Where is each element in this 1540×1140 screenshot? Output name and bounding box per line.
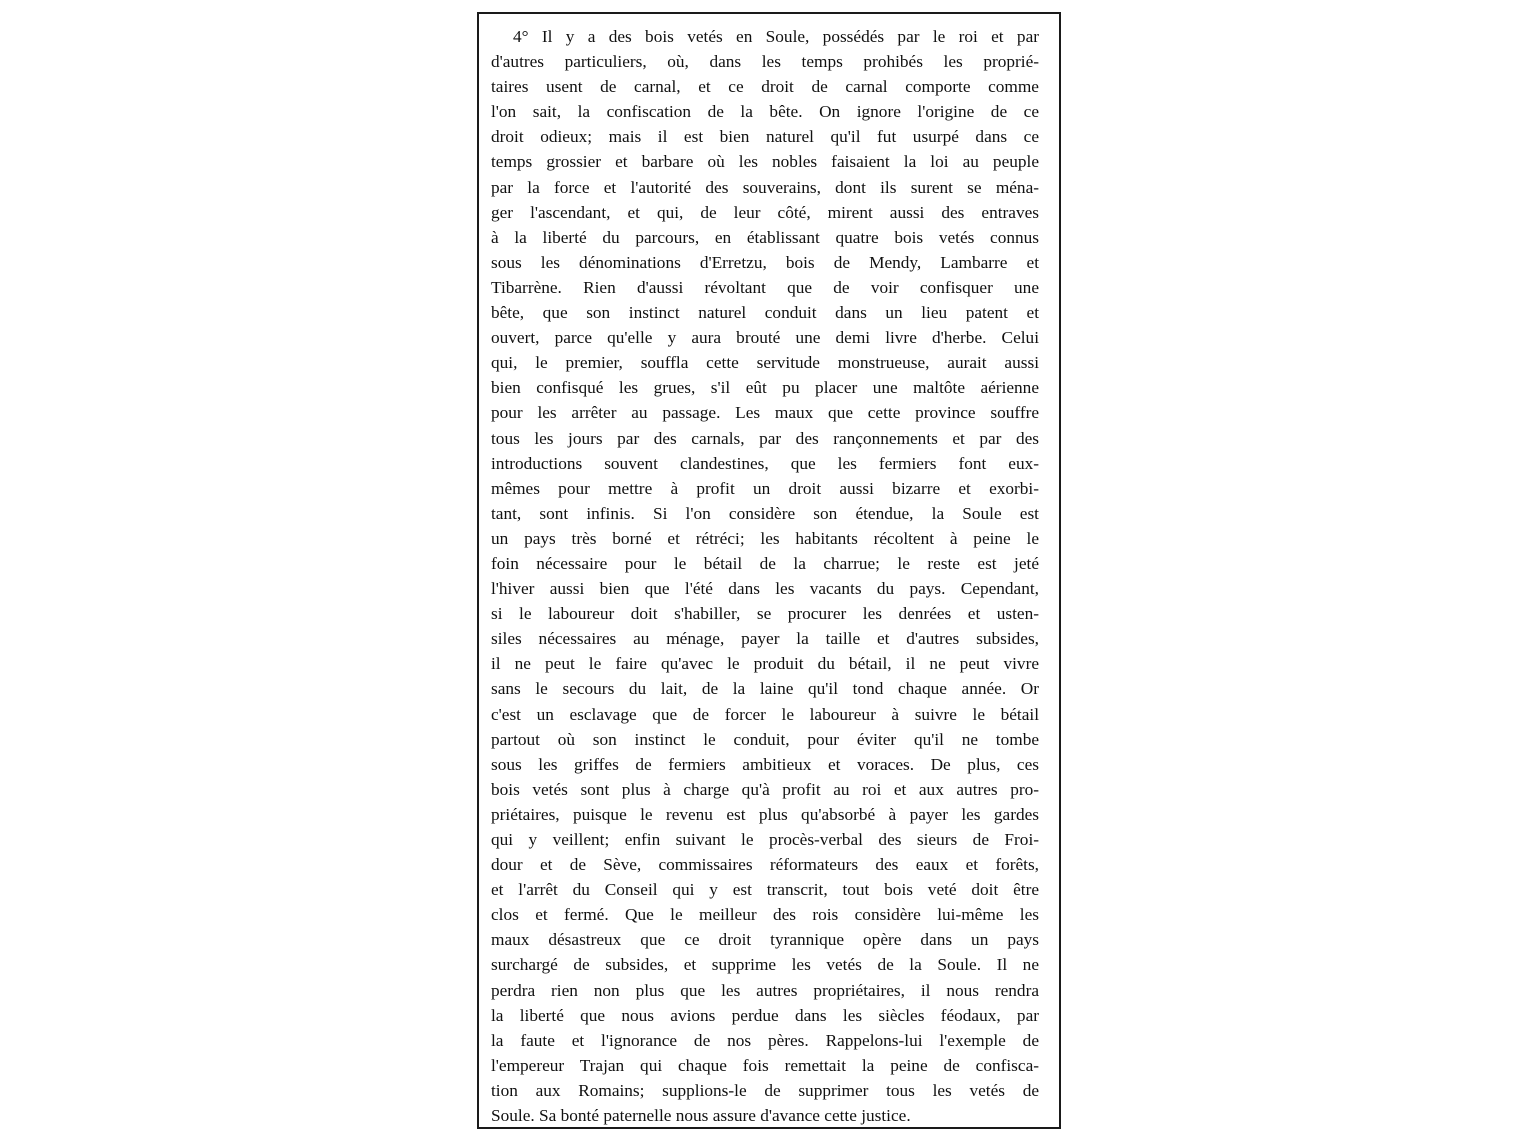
text-segment: bête, que son instinct naturel conduit dans un lieu patent et: [491, 303, 1039, 323]
text-segment: de: [1005, 1080, 1040, 1100]
text-line: [491, 24, 1039, 49]
italic-term: vetés: [826, 955, 862, 975]
text-segment: un pays très borné et rétréci; les habitants récoltent à peine le: [491, 528, 1039, 548]
text-segment: à la liberté du parcours, en établissant quatre bois: [491, 227, 939, 247]
text-segment: priétaires, puisque le revenu est plus qu'absorbé à payer les gardes: [491, 804, 1039, 824]
text-line: [491, 300, 1039, 325]
text-segment: taires usent de: [491, 77, 635, 97]
text-segment: introductions souvent clandestines, que les: [491, 453, 879, 473]
text-segment: Tibarrène. Rien d'aussi révoltant que de voir confisquer une: [491, 277, 1039, 297]
text-segment: ambitieux et voraces. De plus, ces: [725, 754, 1039, 774]
text-segment: sous les dénominations d'Erretzu, bois de Mendy, Lambarre et: [491, 252, 1039, 272]
text-segment: et l'arrêt du Conseil qui y est transcrit, tout bois: [491, 880, 928, 900]
text-segment: sont plus à charge qu'à profit au roi et aux autres pro-: [567, 779, 1039, 799]
text-segment: qui, le premier, souffla cette servitude monstrueuse, aurait aussi: [491, 353, 1039, 373]
text-segment: mêmes pour mettre à profit un droit aussi bizarre et exorbi-: [491, 478, 1039, 498]
text-segment: ger l'ascendant, et qui, de leur côté, mirent aussi des entraves: [491, 202, 1039, 222]
text-segment: pour les arrêter au passage. Les maux que cette province souffre: [491, 403, 1039, 423]
text-line: [491, 400, 1039, 425]
text-segment: connus: [974, 227, 1039, 247]
text-line: [491, 852, 1039, 877]
italic-term: eaux et forêts,: [915, 855, 1039, 875]
text-line: [491, 225, 1039, 250]
italic-term: vetés: [969, 1080, 1005, 1100]
text-segment: font eux-: [936, 453, 1039, 473]
text-segment: c'est un esclavage que de forcer le laboureur à suivre le bétail: [491, 704, 1039, 724]
text-segment: du pays. Cependant,: [861, 579, 1039, 599]
text-line: [491, 802, 1039, 827]
italic-term: vetés: [532, 779, 568, 799]
text-line: [491, 1103, 1039, 1128]
text-segment: comporte comme: [887, 77, 1039, 97]
text-line: [491, 902, 1039, 927]
text-line: [491, 476, 1039, 501]
text-segment: Soule. Sa bonté paternelle nous assure d'avance cette justice.: [491, 1106, 911, 1126]
text-line: [491, 1053, 1039, 1078]
italic-term: fermiers: [878, 453, 937, 473]
text-line: [491, 952, 1039, 977]
text-segment: foin nécessaire pour le bétail de la charrue; le reste est jeté: [491, 553, 1039, 573]
text-segment: tion aux Romains; supplions-le de supprimer tous les: [491, 1080, 970, 1100]
text-segment: l'empereur Trajan qui chaque fois remettait la peine de confisca-: [491, 1055, 1039, 1075]
italic-term: carnal: [845, 77, 888, 97]
text-line: [491, 576, 1039, 601]
text-line: [491, 124, 1039, 149]
text-line: [491, 200, 1039, 225]
text-segment: et ce droit de: [680, 77, 846, 97]
text-segment: doit être: [956, 880, 1039, 900]
text-line: [491, 325, 1039, 350]
text-line: [491, 74, 1039, 99]
text-segment: sous les griffes de: [491, 754, 669, 774]
text-line: [491, 49, 1039, 74]
text-segment: en Soule, possédés par le roi et par: [722, 27, 1039, 46]
text-segment: il ne peut le faire qu'avec le produit du bétail, il ne peut vivre: [491, 654, 1039, 674]
text-segment: ouvert, parce qu'elle y aura brouté une demi livre d'herbe. Celui: [491, 328, 1039, 348]
text-line: [491, 702, 1039, 727]
text-segment: clos et fermé. Que le meilleur des rois considère lui-même les: [491, 905, 1039, 925]
text-segment: dour et de Sève, commissaires réformateurs des: [491, 855, 916, 875]
text-line: [491, 752, 1039, 777]
text-segment: la liberté que nous avions perdue dans les siècles féodaux, par: [491, 1005, 1039, 1025]
text-segment: par des rançonnements et par des: [744, 428, 1039, 448]
text-line: [491, 501, 1039, 526]
text-line: [491, 426, 1039, 451]
text-line: [491, 727, 1039, 752]
text-line: [491, 99, 1039, 124]
text-segment: d'autres particuliers, où, dans les temps prohibés les proprié-: [491, 52, 1039, 72]
text-segment: surchargé de subsides, et supprime les: [491, 955, 827, 975]
text-line: [491, 451, 1039, 476]
text-segment: tous les jours par des: [491, 428, 692, 448]
text-segment: tant, sont infinis. Si l'on considère son étendue, la Soule est: [491, 503, 1039, 523]
italic-term: carnals,: [691, 428, 745, 448]
text-line: [491, 149, 1039, 174]
text-line: [491, 526, 1039, 551]
text-line: [491, 1078, 1039, 1103]
text-line: [491, 601, 1039, 626]
text-segment: maux désastreux que ce droit tyrannique opère dans un pays: [491, 930, 1039, 950]
text-segment: par la force et l'autorité des souverains, dont ils surent se ména-: [491, 177, 1039, 197]
text-line: [491, 350, 1039, 375]
text-line: [491, 175, 1039, 200]
text-segment: de la Soule. Il ne: [861, 955, 1039, 975]
text-segment: qui y veillent; enfin suivant le procès-verbal des sieurs de Froi-: [491, 830, 1039, 849]
text-segment: sans le secours du lait, de la laine qu'il tond chaque année. Or: [491, 679, 1039, 699]
text-line: [491, 375, 1039, 400]
text-segment: bien confisqué les grues, s'il eût pu placer une maltôte aérienne: [491, 378, 1039, 398]
text-line: [491, 275, 1039, 300]
text-segment: 4° Il y a des bois: [513, 27, 688, 46]
text-line: [491, 978, 1039, 1003]
text-segment: siles nécessaires au ménage, payer la taille et d'autres subsides,: [491, 629, 1039, 649]
text-line: [491, 827, 1039, 852]
paragraph: [491, 24, 1039, 1128]
text-line: [491, 626, 1039, 651]
text-line: [491, 1003, 1039, 1028]
italic-term: vacants: [809, 579, 862, 599]
italic-term: veté: [927, 880, 957, 900]
text-line: [491, 927, 1039, 952]
italic-term: vetés: [938, 227, 975, 247]
text-segment: l'hiver aussi bien que l'été dans les: [491, 579, 810, 599]
text-segment: perdra rien non plus que les autres propriétaires, il nous rendra: [491, 980, 1039, 1000]
text-line: [491, 676, 1039, 701]
text-line: [491, 1028, 1039, 1053]
text-line: [491, 877, 1039, 902]
text-segment: partout où son instinct le conduit, pour éviter qu'il ne tombe: [491, 729, 1039, 749]
italic-term: carnal,: [634, 77, 681, 97]
text-segment: bois: [491, 779, 533, 799]
text-segment: l'on sait, la confiscation de la bête. On ignore l'origine de ce: [491, 102, 1039, 122]
text-segment: droit odieux; mais il est bien naturel qu'il fut usurpé dans ce: [491, 127, 1039, 147]
text-line: [491, 651, 1039, 676]
text-line: [491, 551, 1039, 576]
italic-term: fermiers: [668, 754, 726, 774]
text-line: [491, 250, 1039, 275]
text-segment: si le laboureur doit s'habiller, se procurer les denrées et usten-: [491, 604, 1039, 624]
text-segment: temps grossier et barbare où les nobles faisaient la loi au peuple: [491, 152, 1039, 172]
text-segment: la faute et l'ignorance de nos pères. Rappelons-lui l'exemple de: [491, 1030, 1039, 1050]
text-frame: [477, 12, 1061, 1129]
text-line: [491, 777, 1039, 802]
italic-term: vetés: [687, 27, 723, 46]
